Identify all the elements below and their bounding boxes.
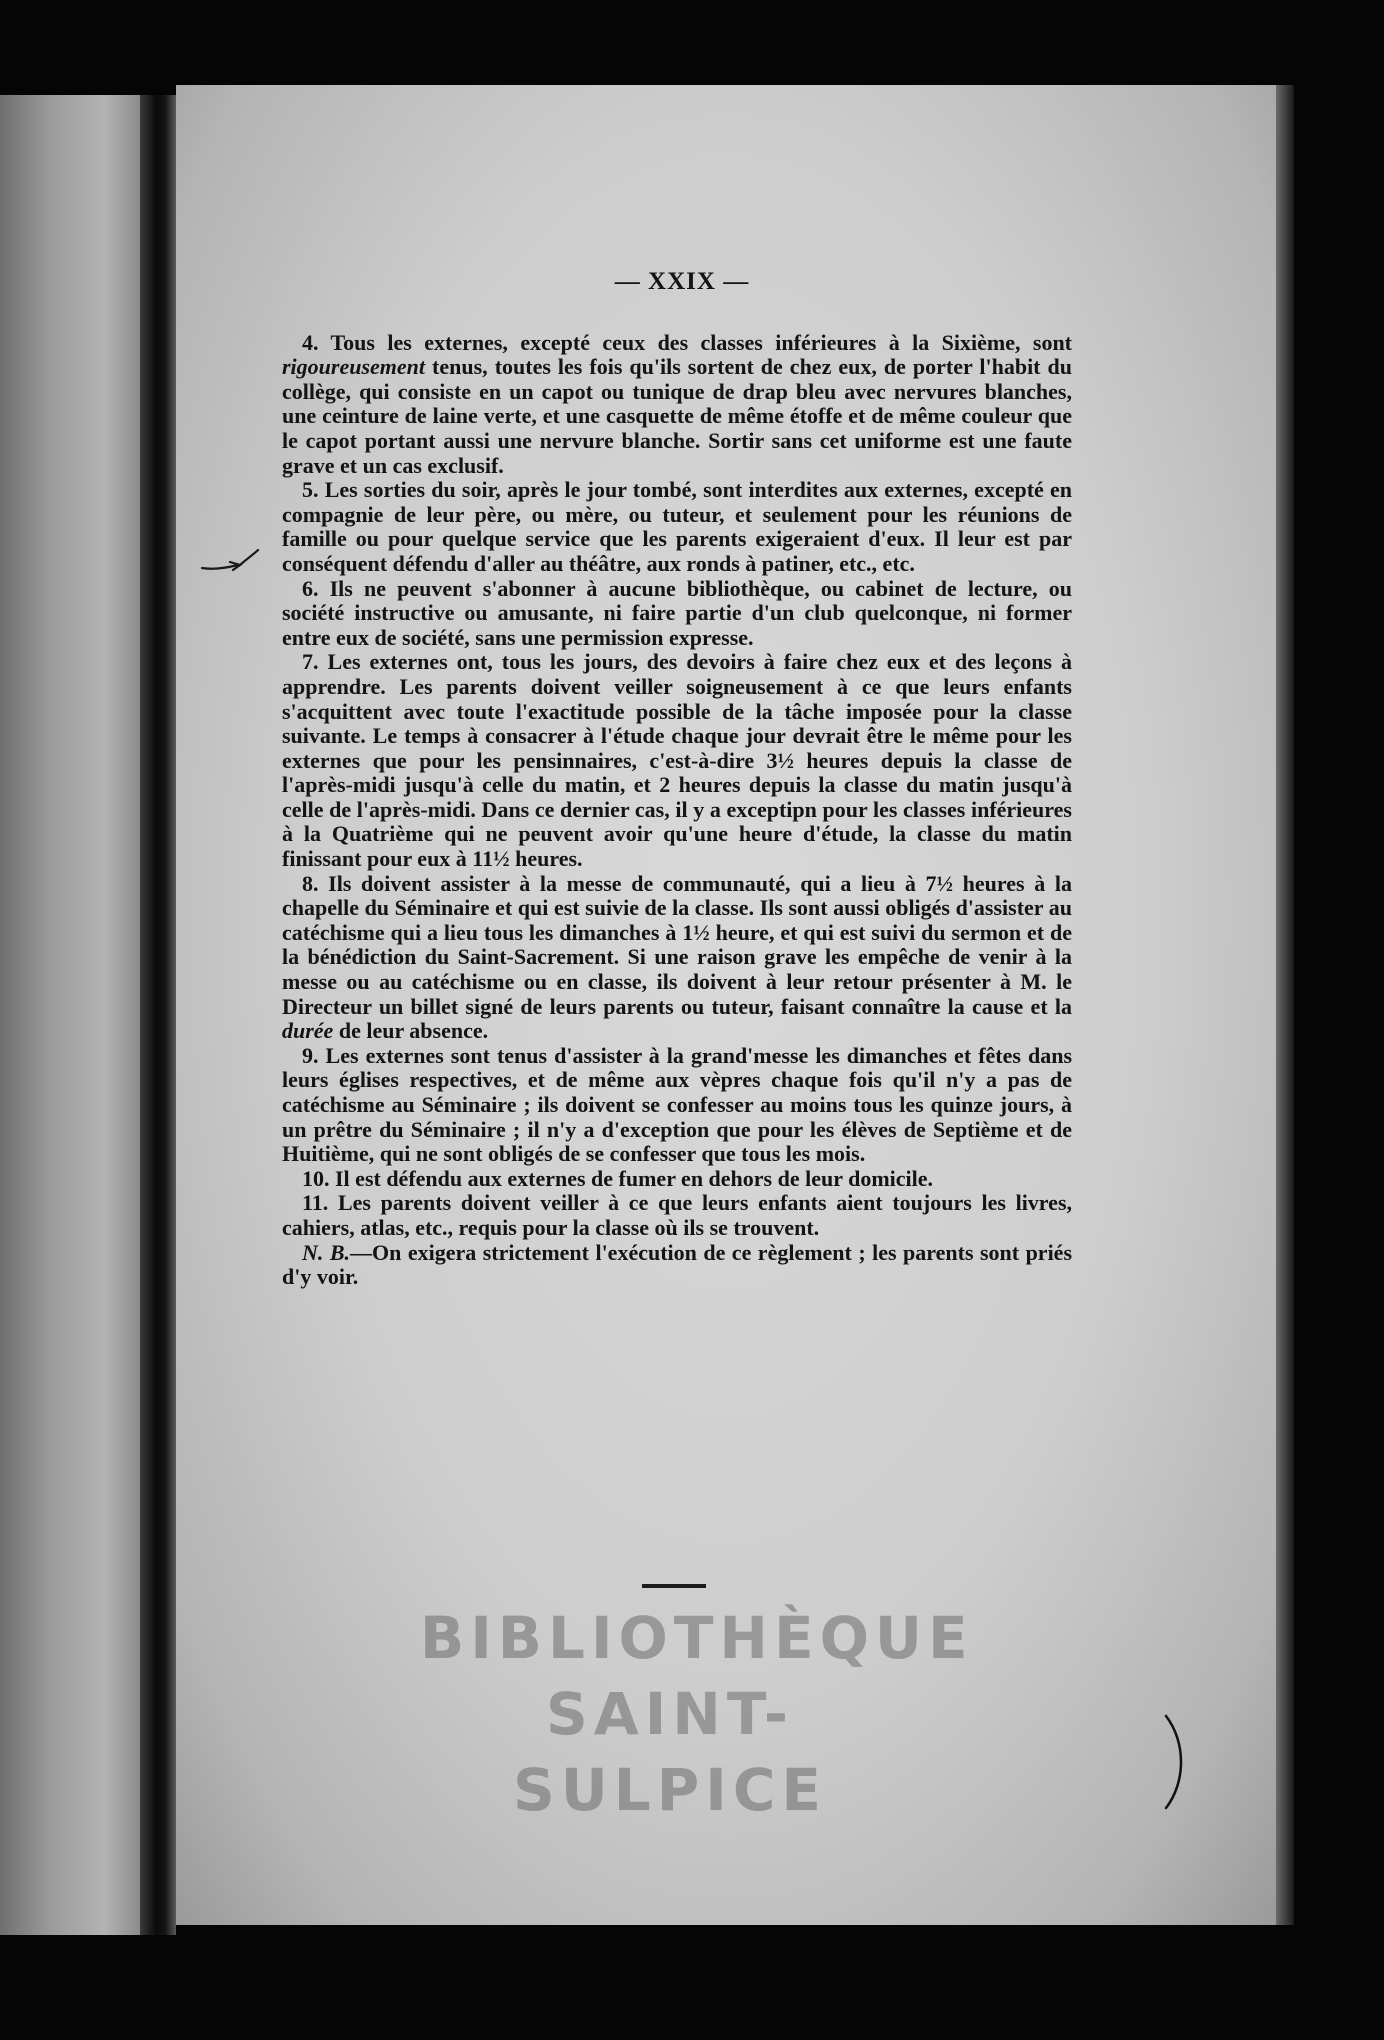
paragraph-number: 5. <box>302 477 319 503</box>
paragraph-text: Il est défendu aux externes de fumer en dehors de leur domicile. <box>335 1165 934 1191</box>
pencil-annotation-mark <box>200 546 260 576</box>
paragraph-number: 11. <box>302 1190 329 1216</box>
rule-paragraph-6 <box>282 577 1072 651</box>
rule-paragraph-4 <box>282 331 1072 479</box>
facing-page-edge <box>0 95 140 1935</box>
paragraph-number: 4. <box>302 329 319 355</box>
stamp-line-2: SAINT-SULPICE <box>420 1676 920 1828</box>
paragraph-text: Les externes sont tenus d'assister à la grand'messe les dimanches et fêtes dans leurs églises respectives, et de même aux vèpres chaque fois qu'il n'y a pas de catéchisme au Séminaire ; ils doivent se confesser au moins tous les quinze jours, à un prêtre du Séminaire ; il n'y a d'exception que pour les élèves de Septième et de Huitième, qui ne sont obligés de se confesser que tous les mois. <box>282 1042 1073 1167</box>
rule-paragraph-5 <box>282 478 1072 576</box>
page-text <box>282 270 1072 1290</box>
paragraph-number: 6. <box>302 575 319 601</box>
emphasized-word: durée <box>282 1018 334 1044</box>
paragraph-text: Ils ne peuvent s'abonner à aucune bibliothèque, ou cabinet de lecture, ou société instructive ou amusante, ni faire partie d'un club quelconque, ni former entre eux de société, sans une permission expresse. <box>282 575 1072 650</box>
section-end-rule <box>642 1584 706 1588</box>
rule-paragraph-8 <box>282 872 1072 1044</box>
emphasized-word: rigoureusement <box>282 354 426 380</box>
page-edge-shadow <box>1276 85 1294 1925</box>
rule-paragraph-11 <box>282 1191 1072 1240</box>
rule-paragraph-7 <box>282 650 1072 871</box>
nota-bene <box>282 1241 1072 1290</box>
paragraph-text: Les externes ont, tous les jours, des devoirs à faire chez eux et des leçons à apprendre. Les parents doivent veiller soigneusement à ce que leurs enfants s'acquittent avec toute l'exactitude possible de la tâche imposée pour la classe suivante. Le temps à consacrer à l'étude chaque jour devrait être le même pour les externes que pour les pensinnaires, c'est-à-dire 3½ heures depuis la classe de l'après-midi jusqu'à celle du matin, et 2 heures depuis la classe du matin jusqu'à celle de l'après-midi. Dans ce dernier cas, il y a exceptipn pour les classes inférieures à la Quatrième qui ne peuvent avoir qu'une heure d'étude, la classe du matin finissant pour eux à 11½ heures. <box>282 649 1073 872</box>
stamp-line-1: BIBLIOTHÈQUE <box>420 1600 920 1676</box>
book-gutter <box>140 95 176 1935</box>
paragraph-number: 8. <box>302 870 319 896</box>
paragraph-text: Les parents doivent veiller à ce que leurs enfants aient toujours les livres, cahiers, atlas, etc., requis pour la classe où ils se trouvent. <box>282 1190 1072 1240</box>
paragraph-text: Ils doivent assister à la messe de communauté, qui a lieu à 7½ heures à la chapelle du Séminaire et qui est suivie de la classe. Ils sont aussi obligés d'assister au catéchisme qui a lieu tous les dimanches à 1½ heure, et qui est suivi du sermon et de la bénédiction du Saint-Sacrement. Si une raison grave les empêche de venir à la messe ou au catéchisme ou en classe, ils doivent à leur retour présenter à M. le Directeur un billet signé de leurs parents ou tuteur, faisant connaître la cause et la <box>282 870 1072 1019</box>
paragraph-number: 7. <box>302 649 319 675</box>
paragraph-number: 10. <box>302 1165 330 1191</box>
page-number: — XXIX — <box>614 268 750 295</box>
nota-bene-label: N. B. <box>302 1239 351 1265</box>
nota-bene-text: —On exigera strictement l'exécution de ce règlement ; les parents sont priés d'y voir. <box>282 1239 1073 1290</box>
margin-bracket-mark <box>1160 1712 1190 1812</box>
paragraph-text: Tous les externes, excepté ceux des classes inférieures à la Sixième, sont <box>330 329 1073 355</box>
paragraph-text: tenus, toutes les fois qu'ils sortent de chez eux, de porter l'habit du collège, qui consiste en un capot ou tunique de drap bleu avec nervures blanches, une ceinture de laine verte, et une casquette de même étoffe et de même couleur que le capot portant aussi une nervure blanche. Sortir sans cet uniforme est une faute grave et un cas exclusif. <box>282 354 1072 478</box>
paragraph-number: 9. <box>302 1042 319 1068</box>
perforated-library-stamp <box>420 1600 974 1824</box>
rule-paragraph-9 <box>282 1044 1072 1167</box>
rule-paragraph-10 <box>282 1167 1072 1192</box>
paragraph-text: de leur absence. <box>333 1018 489 1044</box>
paragraph-text: Les sorties du soir, après le jour tombé, sont interdites aux externes, excepté en compagnie de leur père, ou mère, ou tuteur, et seulement pour les réunions de famille ou pour quelque service que les parents exigeraient d'eux. Il leur est par conséquent défendu d'aller au théâtre, aux ronds à patiner, etc., etc. <box>282 477 1073 576</box>
